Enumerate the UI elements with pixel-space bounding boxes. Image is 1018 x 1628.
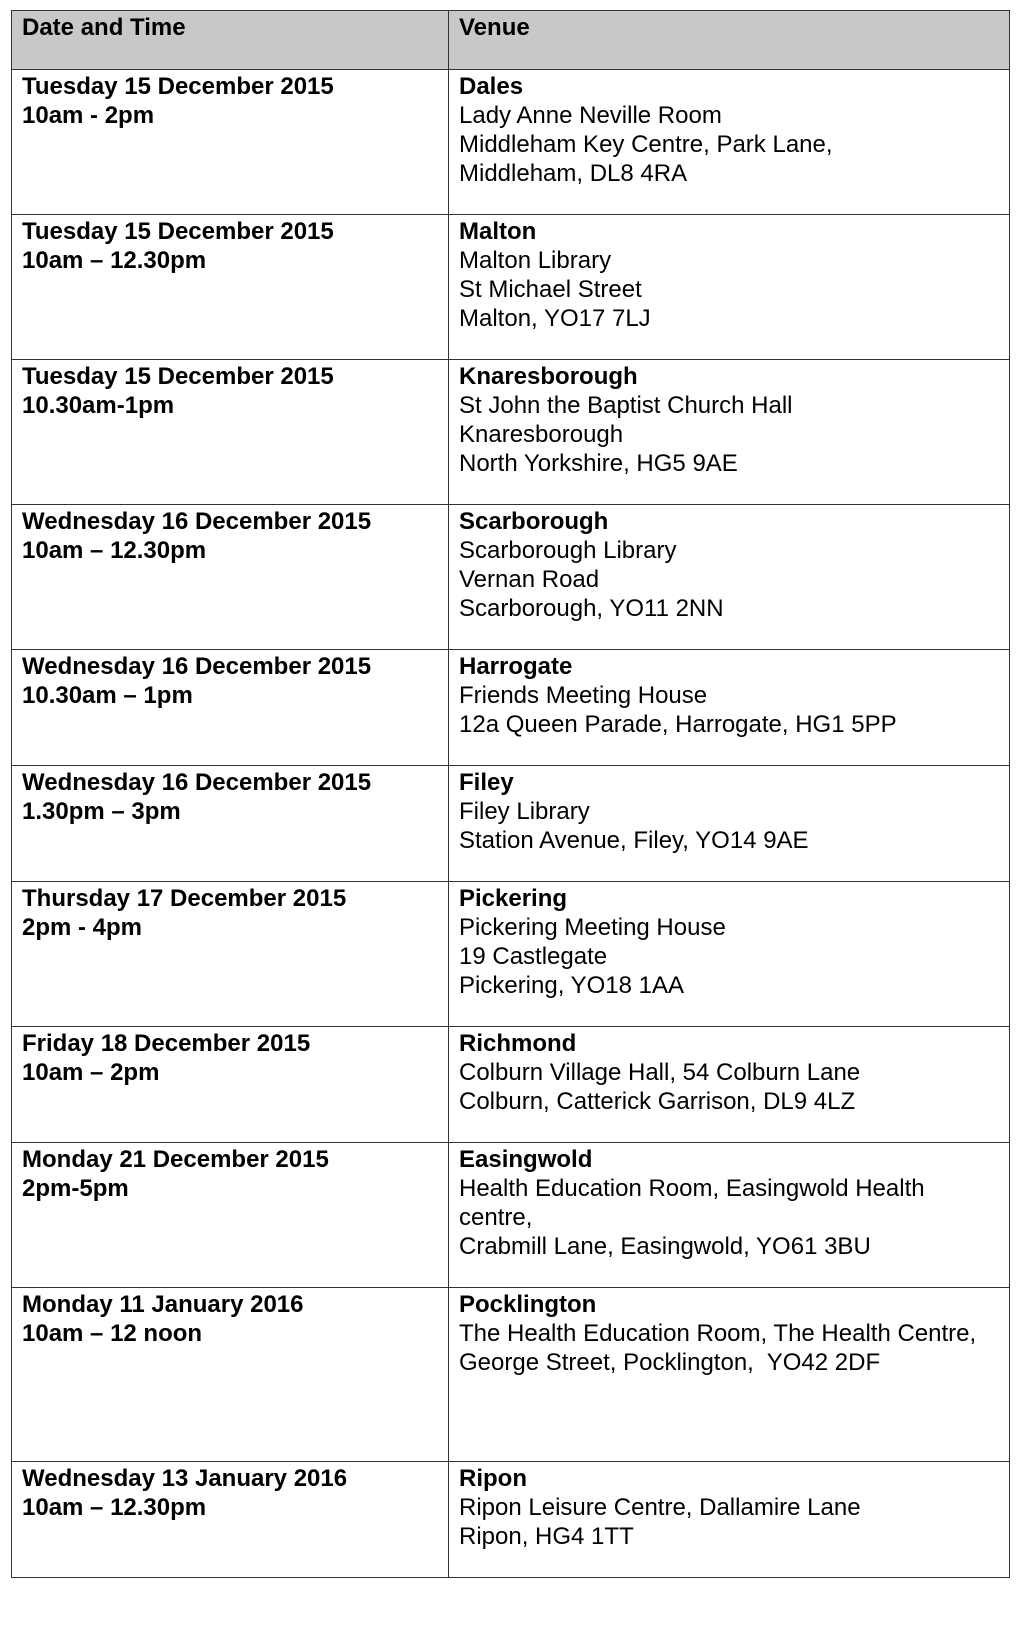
schedule-table xyxy=(11,10,1010,1578)
table-row xyxy=(12,1027,1010,1143)
venue-name: Knaresborough xyxy=(459,363,638,390)
venue-name: Harrogate xyxy=(459,653,573,680)
session-time: 10am – 12.30pm xyxy=(22,1494,207,1521)
venue-name: Pocklington xyxy=(459,1291,597,1318)
session-date: Wednesday 16 December 2015 xyxy=(22,769,372,796)
venue-address-line: Crabmill Lane, Easingwold, YO61 3BU xyxy=(459,1233,871,1260)
date-time-cell xyxy=(12,650,449,766)
venue-address-line: Lady Anne Neville Room xyxy=(459,102,722,129)
venue-address-line: Ripon, HG4 1TT xyxy=(459,1523,634,1550)
table-row xyxy=(12,360,1010,505)
venue-address-line: Vernan Road xyxy=(459,566,600,593)
venue-cell xyxy=(449,1462,1010,1578)
date-time-cell xyxy=(12,882,449,1027)
venue-cell xyxy=(449,1288,1010,1462)
venue-address-line: Malton, YO17 7LJ xyxy=(459,305,651,332)
session-time: 2pm - 4pm xyxy=(22,914,143,941)
session-date: Thursday 17 December 2015 xyxy=(22,885,347,912)
date-time-cell xyxy=(12,766,449,882)
header-date-time: Date and Time xyxy=(12,11,449,70)
table-row xyxy=(12,1288,1010,1462)
venue-name: Pickering xyxy=(459,885,568,912)
session-date: Friday 18 December 2015 xyxy=(22,1030,311,1057)
venue-cell xyxy=(449,766,1010,882)
table-row xyxy=(12,650,1010,766)
venue-name: Ripon xyxy=(459,1465,527,1492)
table-row xyxy=(12,70,1010,215)
session-date: Wednesday 13 January 2016 xyxy=(22,1465,348,1492)
venue-name: Richmond xyxy=(459,1030,577,1057)
date-time-cell xyxy=(12,70,449,215)
table-header-row xyxy=(12,11,1010,70)
table-row xyxy=(12,1462,1010,1578)
header-venue: Venue xyxy=(449,11,1010,70)
venue-address-line: Station Avenue, Filey, YO14 9AE xyxy=(459,827,809,854)
session-time: 10.30am-1pm xyxy=(22,392,175,419)
session-time: 10am – 12 noon xyxy=(22,1320,203,1347)
venue-cell xyxy=(449,505,1010,650)
venue-address-line: Health Education Room, Easingwold Health centre, xyxy=(459,1175,925,1231)
venue-address-line: Filey Library xyxy=(459,798,590,825)
venue-address-line: Colburn Village Hall, 54 Colburn Lane xyxy=(459,1059,861,1086)
venue-address-line: North Yorkshire, HG5 9AE xyxy=(459,450,738,477)
venue-address-line: St Michael Street xyxy=(459,276,642,303)
venue-address-line: Malton Library xyxy=(459,247,612,274)
venue-address-line: Friends Meeting House xyxy=(459,682,708,709)
date-time-cell xyxy=(12,360,449,505)
session-date: Tuesday 15 December 2015 xyxy=(22,73,334,100)
venue-address-line: Pickering Meeting House xyxy=(459,914,726,941)
venue-address-line: 12a Queen Parade, Harrogate, HG1 5PP xyxy=(459,711,897,738)
table-row xyxy=(12,882,1010,1027)
venue-cell xyxy=(449,215,1010,360)
venue-name: Malton xyxy=(459,218,537,245)
venue-cell xyxy=(449,360,1010,505)
session-date: Tuesday 15 December 2015 xyxy=(22,218,334,245)
table-row xyxy=(12,1143,1010,1288)
venue-name: Scarborough xyxy=(459,508,609,535)
venue-cell xyxy=(449,70,1010,215)
venue-address-line: George Street, Pocklington, YO42 2DF xyxy=(459,1349,881,1376)
session-time: 10am – 2pm xyxy=(22,1059,160,1086)
venue-address-line: Knaresborough xyxy=(459,421,624,448)
venue-address-line: St John the Baptist Church Hall xyxy=(459,392,793,419)
venue-cell xyxy=(449,882,1010,1027)
venue-cell xyxy=(449,650,1010,766)
date-time-cell xyxy=(12,1143,449,1288)
session-date: Tuesday 15 December 2015 xyxy=(22,363,334,390)
date-time-cell xyxy=(12,1027,449,1143)
date-time-cell xyxy=(12,1288,449,1462)
venue-address-line: 19 Castlegate xyxy=(459,943,608,970)
table-row xyxy=(12,215,1010,360)
session-time: 10am – 12.30pm xyxy=(22,537,207,564)
table-row xyxy=(12,505,1010,650)
venue-address-line: Scarborough Library xyxy=(459,537,677,564)
venue-name: Easingwold xyxy=(459,1146,593,1173)
session-time: 10.30am – 1pm xyxy=(22,682,193,709)
venue-address-line: Middleham, DL8 4RA xyxy=(459,160,688,187)
session-date: Wednesday 16 December 2015 xyxy=(22,508,372,535)
session-date: Monday 21 December 2015 xyxy=(22,1146,329,1173)
table-row xyxy=(12,766,1010,882)
session-time: 2pm-5pm xyxy=(22,1175,129,1202)
venue-name: Dales xyxy=(459,73,524,100)
venue-address-line: Scarborough, YO11 2NN xyxy=(459,595,724,622)
session-date: Monday 11 January 2016 xyxy=(22,1291,304,1318)
date-time-cell xyxy=(12,1462,449,1578)
session-time: 10am – 12.30pm xyxy=(22,247,207,274)
date-time-cell xyxy=(12,215,449,360)
session-time: 1.30pm – 3pm xyxy=(22,798,181,825)
venue-cell xyxy=(449,1027,1010,1143)
session-time: 10am - 2pm xyxy=(22,102,155,129)
venue-address-line: The Health Education Room, The Health Centre, xyxy=(459,1320,977,1347)
venue-address-line: Colburn, Catterick Garrison, DL9 4LZ xyxy=(459,1088,856,1115)
venue-cell xyxy=(449,1143,1010,1288)
session-date: Wednesday 16 December 2015 xyxy=(22,653,372,680)
venue-address-line: Pickering, YO18 1AA xyxy=(459,972,685,999)
venue-name: Filey xyxy=(459,769,514,796)
date-time-cell xyxy=(12,505,449,650)
venue-address-line: Ripon Leisure Centre, Dallamire Lane xyxy=(459,1494,861,1521)
venue-address-line: Middleham Key Centre, Park Lane, xyxy=(459,131,833,158)
